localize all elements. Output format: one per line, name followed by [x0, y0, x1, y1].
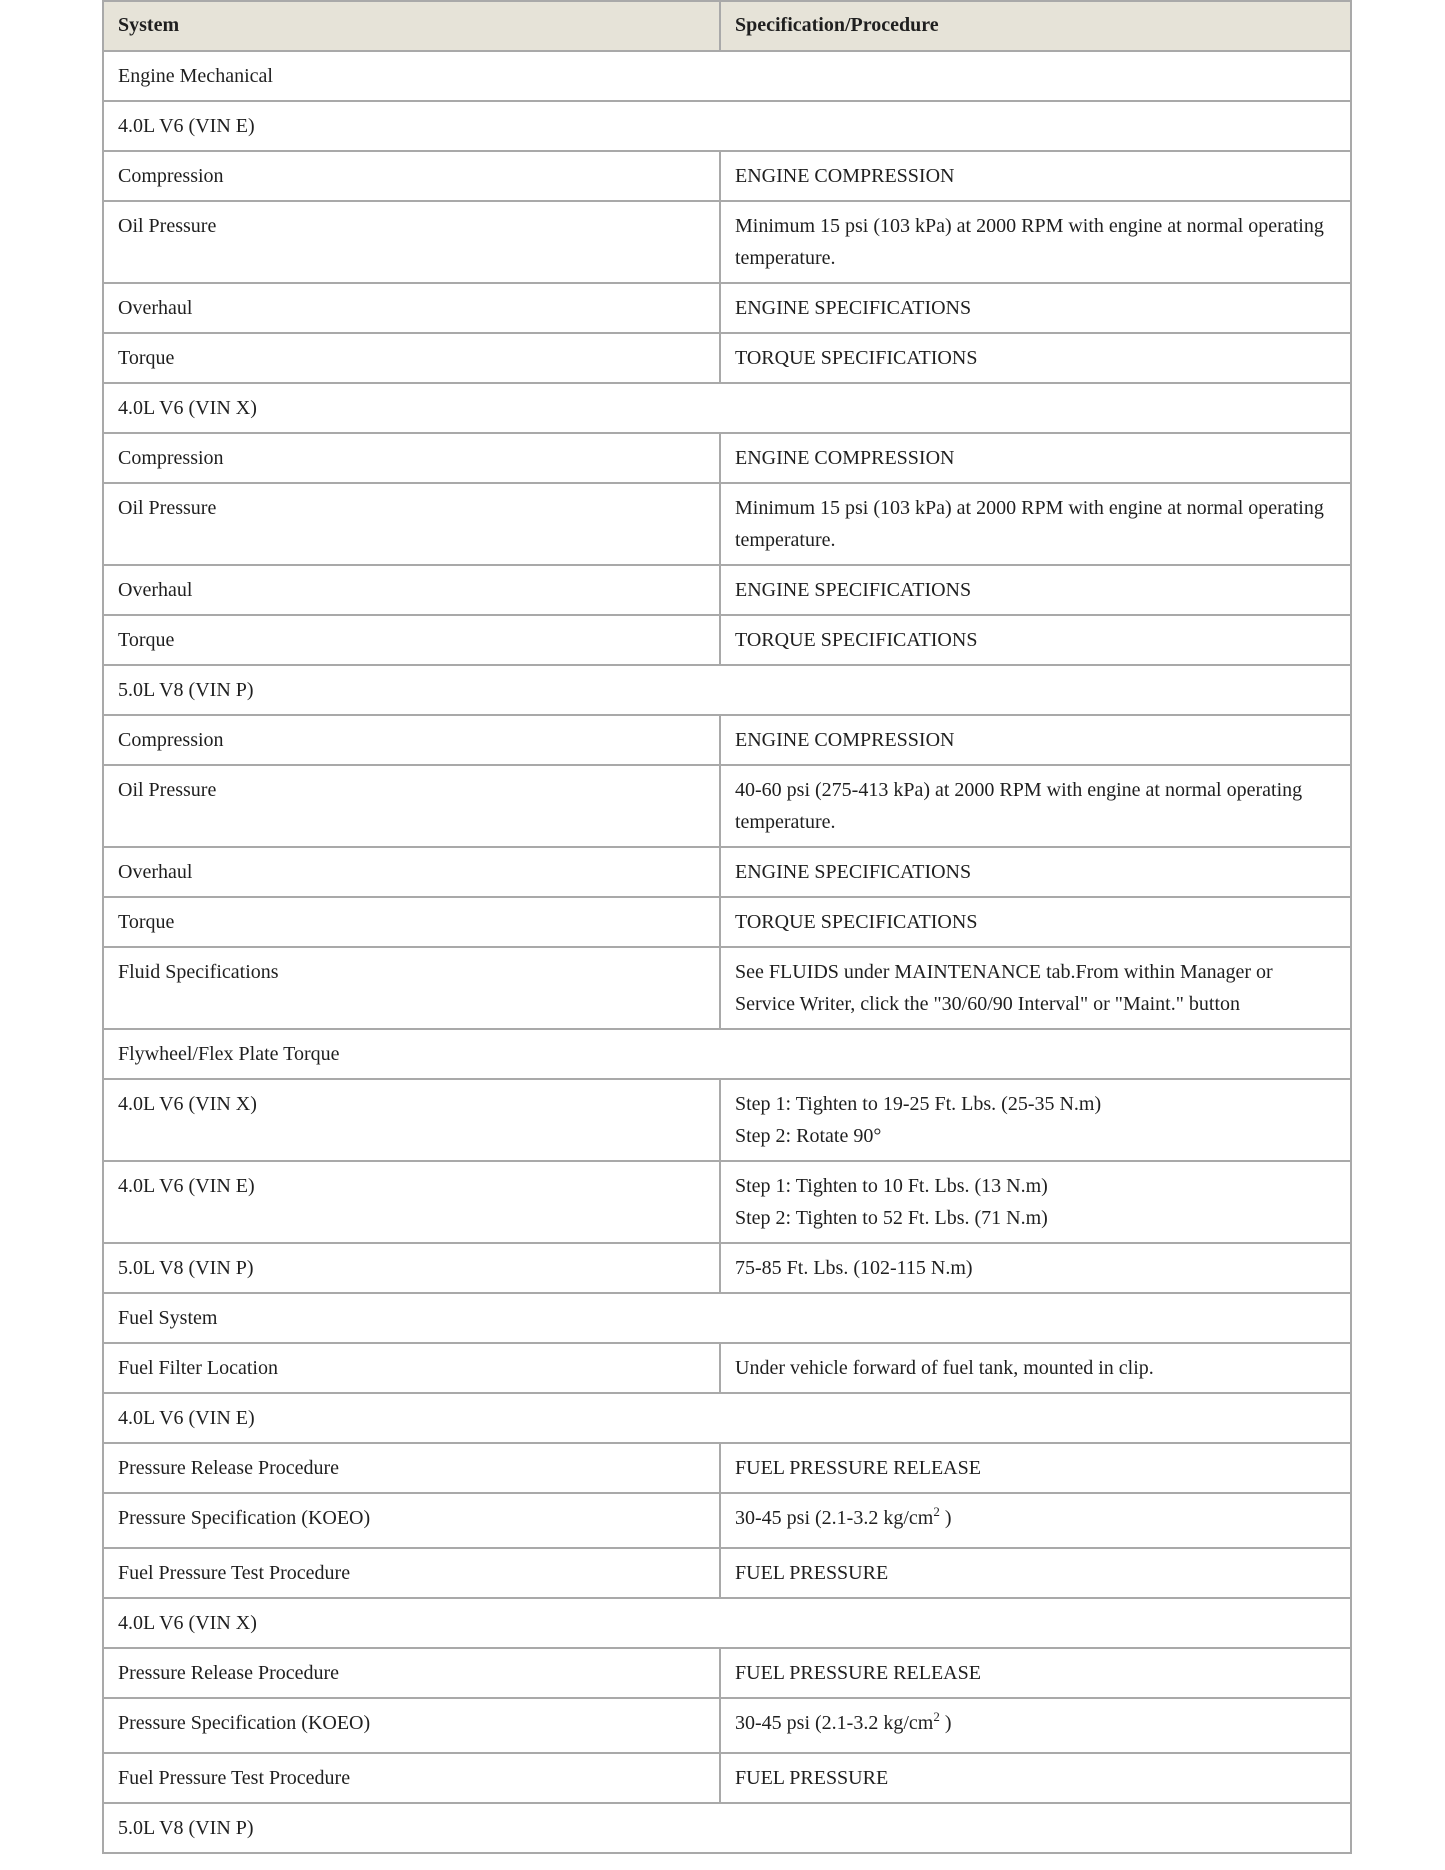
section-row — [103, 51, 1351, 101]
section-row — [103, 1029, 1351, 1079]
row-label: Overhaul — [103, 565, 720, 615]
row-value-link[interactable]: ENGINE SPECIFICATIONS — [720, 847, 1351, 897]
row-value — [720, 1161, 1351, 1243]
column-header-system: System — [103, 1, 720, 51]
row-label: Pressure Release Procedure — [103, 1443, 720, 1493]
subsection-title: 5.0L V8 (VIN P) — [103, 665, 1351, 715]
row-label: 4.0L V6 (VIN E) — [103, 1161, 720, 1243]
table-row — [103, 483, 1351, 565]
superscript: 2 — [933, 1504, 940, 1519]
row-label: Overhaul — [103, 283, 720, 333]
subsection-title: 4.0L V6 (VIN E) — [103, 1393, 1351, 1443]
section-title-flywheel: Flywheel/Flex Plate Torque — [103, 1029, 1351, 1079]
row-label: Torque — [103, 333, 720, 383]
step-line: Step 2: Tighten to 52 Ft. Lbs. (71 N.m) — [735, 1207, 1048, 1229]
step-line: Step 1: Tighten to 19-25 Ft. Lbs. (25-35 N.m) — [735, 1093, 1102, 1115]
table-row — [103, 947, 1351, 1029]
subsection-row — [103, 1393, 1351, 1443]
row-label: Oil Pressure — [103, 483, 720, 565]
table-row — [103, 1079, 1351, 1161]
row-value-link[interactable]: ENGINE COMPRESSION — [720, 433, 1351, 483]
row-value-link[interactable]: ENGINE SPECIFICATIONS — [720, 565, 1351, 615]
row-label: Oil Pressure — [103, 201, 720, 283]
row-value: Minimum 15 psi (103 kPa) at 2000 RPM with engine at normal operating temperature. — [720, 201, 1351, 283]
table-row — [103, 1493, 1351, 1548]
row-value: 75-85 Ft. Lbs. (102-115 N.m) — [720, 1243, 1351, 1293]
row-label: Pressure Specification (KOEO) — [103, 1698, 720, 1753]
row-label: Fuel Filter Location — [103, 1343, 720, 1393]
row-value-link[interactable]: FUEL PRESSURE RELEASE — [720, 1443, 1351, 1493]
section-title-fuel-system: Fuel System — [103, 1293, 1351, 1343]
superscript: 2 — [933, 1709, 940, 1724]
row-label: Compression — [103, 715, 720, 765]
subsection-row — [103, 1598, 1351, 1648]
row-label: 4.0L V6 (VIN X) — [103, 1079, 720, 1161]
subsection-title: 5.0L V8 (VIN P) — [103, 1803, 1351, 1853]
section-row — [103, 1293, 1351, 1343]
section-title-engine-mechanical: Engine Mechanical — [103, 51, 1351, 101]
table-row — [103, 1161, 1351, 1243]
table-row — [103, 283, 1351, 333]
row-value: See FLUIDS under MAINTENANCE tab.From within Manager or Service Writer, click the "30/60/90 Interval" or "Maint." button — [720, 947, 1351, 1029]
row-value-link[interactable]: TORQUE SPECIFICATIONS — [720, 897, 1351, 947]
row-value-link[interactable]: FUEL PRESSURE — [720, 1753, 1351, 1803]
specifications-table — [102, 0, 1352, 1854]
row-label: Compression — [103, 151, 720, 201]
pressure-close: ) — [939, 1712, 952, 1734]
table-row — [103, 1753, 1351, 1803]
table-header-row — [103, 1, 1351, 51]
table-row — [103, 1698, 1351, 1753]
pressure-close: ) — [939, 1507, 952, 1529]
row-value-link[interactable]: ENGINE COMPRESSION — [720, 151, 1351, 201]
table-row — [103, 201, 1351, 283]
row-label: Pressure Release Procedure — [103, 1648, 720, 1698]
row-value-link[interactable]: ENGINE COMPRESSION — [720, 715, 1351, 765]
table-row — [103, 765, 1351, 847]
row-value-link[interactable]: TORQUE SPECIFICATIONS — [720, 615, 1351, 665]
subsection-row — [103, 665, 1351, 715]
row-value-link[interactable]: FUEL PRESSURE — [720, 1548, 1351, 1598]
subsection-row — [103, 1803, 1351, 1853]
row-label: Overhaul — [103, 847, 720, 897]
row-label: Torque — [103, 897, 720, 947]
row-value — [720, 1079, 1351, 1161]
row-label: Oil Pressure — [103, 765, 720, 847]
subsection-row — [103, 101, 1351, 151]
row-label: Fuel Pressure Test Procedure — [103, 1753, 720, 1803]
subsection-title: 4.0L V6 (VIN X) — [103, 1598, 1351, 1648]
column-header-spec: Specification/Procedure — [720, 1, 1351, 51]
step-line: Step 2: Rotate 90° — [735, 1125, 882, 1147]
table-row — [103, 565, 1351, 615]
table-row — [103, 151, 1351, 201]
row-value-link[interactable]: TORQUE SPECIFICATIONS — [720, 333, 1351, 383]
row-value — [720, 1698, 1351, 1753]
row-label: Fluid Specifications — [103, 947, 720, 1029]
row-value-link[interactable]: ENGINE SPECIFICATIONS — [720, 283, 1351, 333]
table-row — [103, 897, 1351, 947]
row-value-link[interactable]: FUEL PRESSURE RELEASE — [720, 1648, 1351, 1698]
table-row — [103, 1443, 1351, 1493]
table-row — [103, 333, 1351, 383]
row-label: Torque — [103, 615, 720, 665]
subsection-title: 4.0L V6 (VIN X) — [103, 383, 1351, 433]
row-value: 40-60 psi (275-413 kPa) at 2000 RPM with engine at normal operating temperature. — [720, 765, 1351, 847]
table-row — [103, 715, 1351, 765]
row-label: Fuel Pressure Test Procedure — [103, 1548, 720, 1598]
row-value: Under vehicle forward of fuel tank, mounted in clip. — [720, 1343, 1351, 1393]
step-line: Step 1: Tighten to 10 Ft. Lbs. (13 N.m) — [735, 1175, 1048, 1197]
table-row — [103, 1343, 1351, 1393]
row-value: Minimum 15 psi (103 kPa) at 2000 RPM with engine at normal operating temperature. — [720, 483, 1351, 565]
subsection-title: 4.0L V6 (VIN E) — [103, 101, 1351, 151]
row-label: Pressure Specification (KOEO) — [103, 1493, 720, 1548]
row-label: Compression — [103, 433, 720, 483]
table-row — [103, 1548, 1351, 1598]
pressure-value: 30-45 psi (2.1-3.2 kg/cm — [735, 1712, 934, 1734]
pressure-value: 30-45 psi (2.1-3.2 kg/cm — [735, 1507, 934, 1529]
table-row — [103, 433, 1351, 483]
table-row — [103, 1648, 1351, 1698]
subsection-row — [103, 383, 1351, 433]
table-row — [103, 847, 1351, 897]
table-row — [103, 615, 1351, 665]
row-value — [720, 1493, 1351, 1548]
row-label: 5.0L V8 (VIN P) — [103, 1243, 720, 1293]
table-row — [103, 1243, 1351, 1293]
